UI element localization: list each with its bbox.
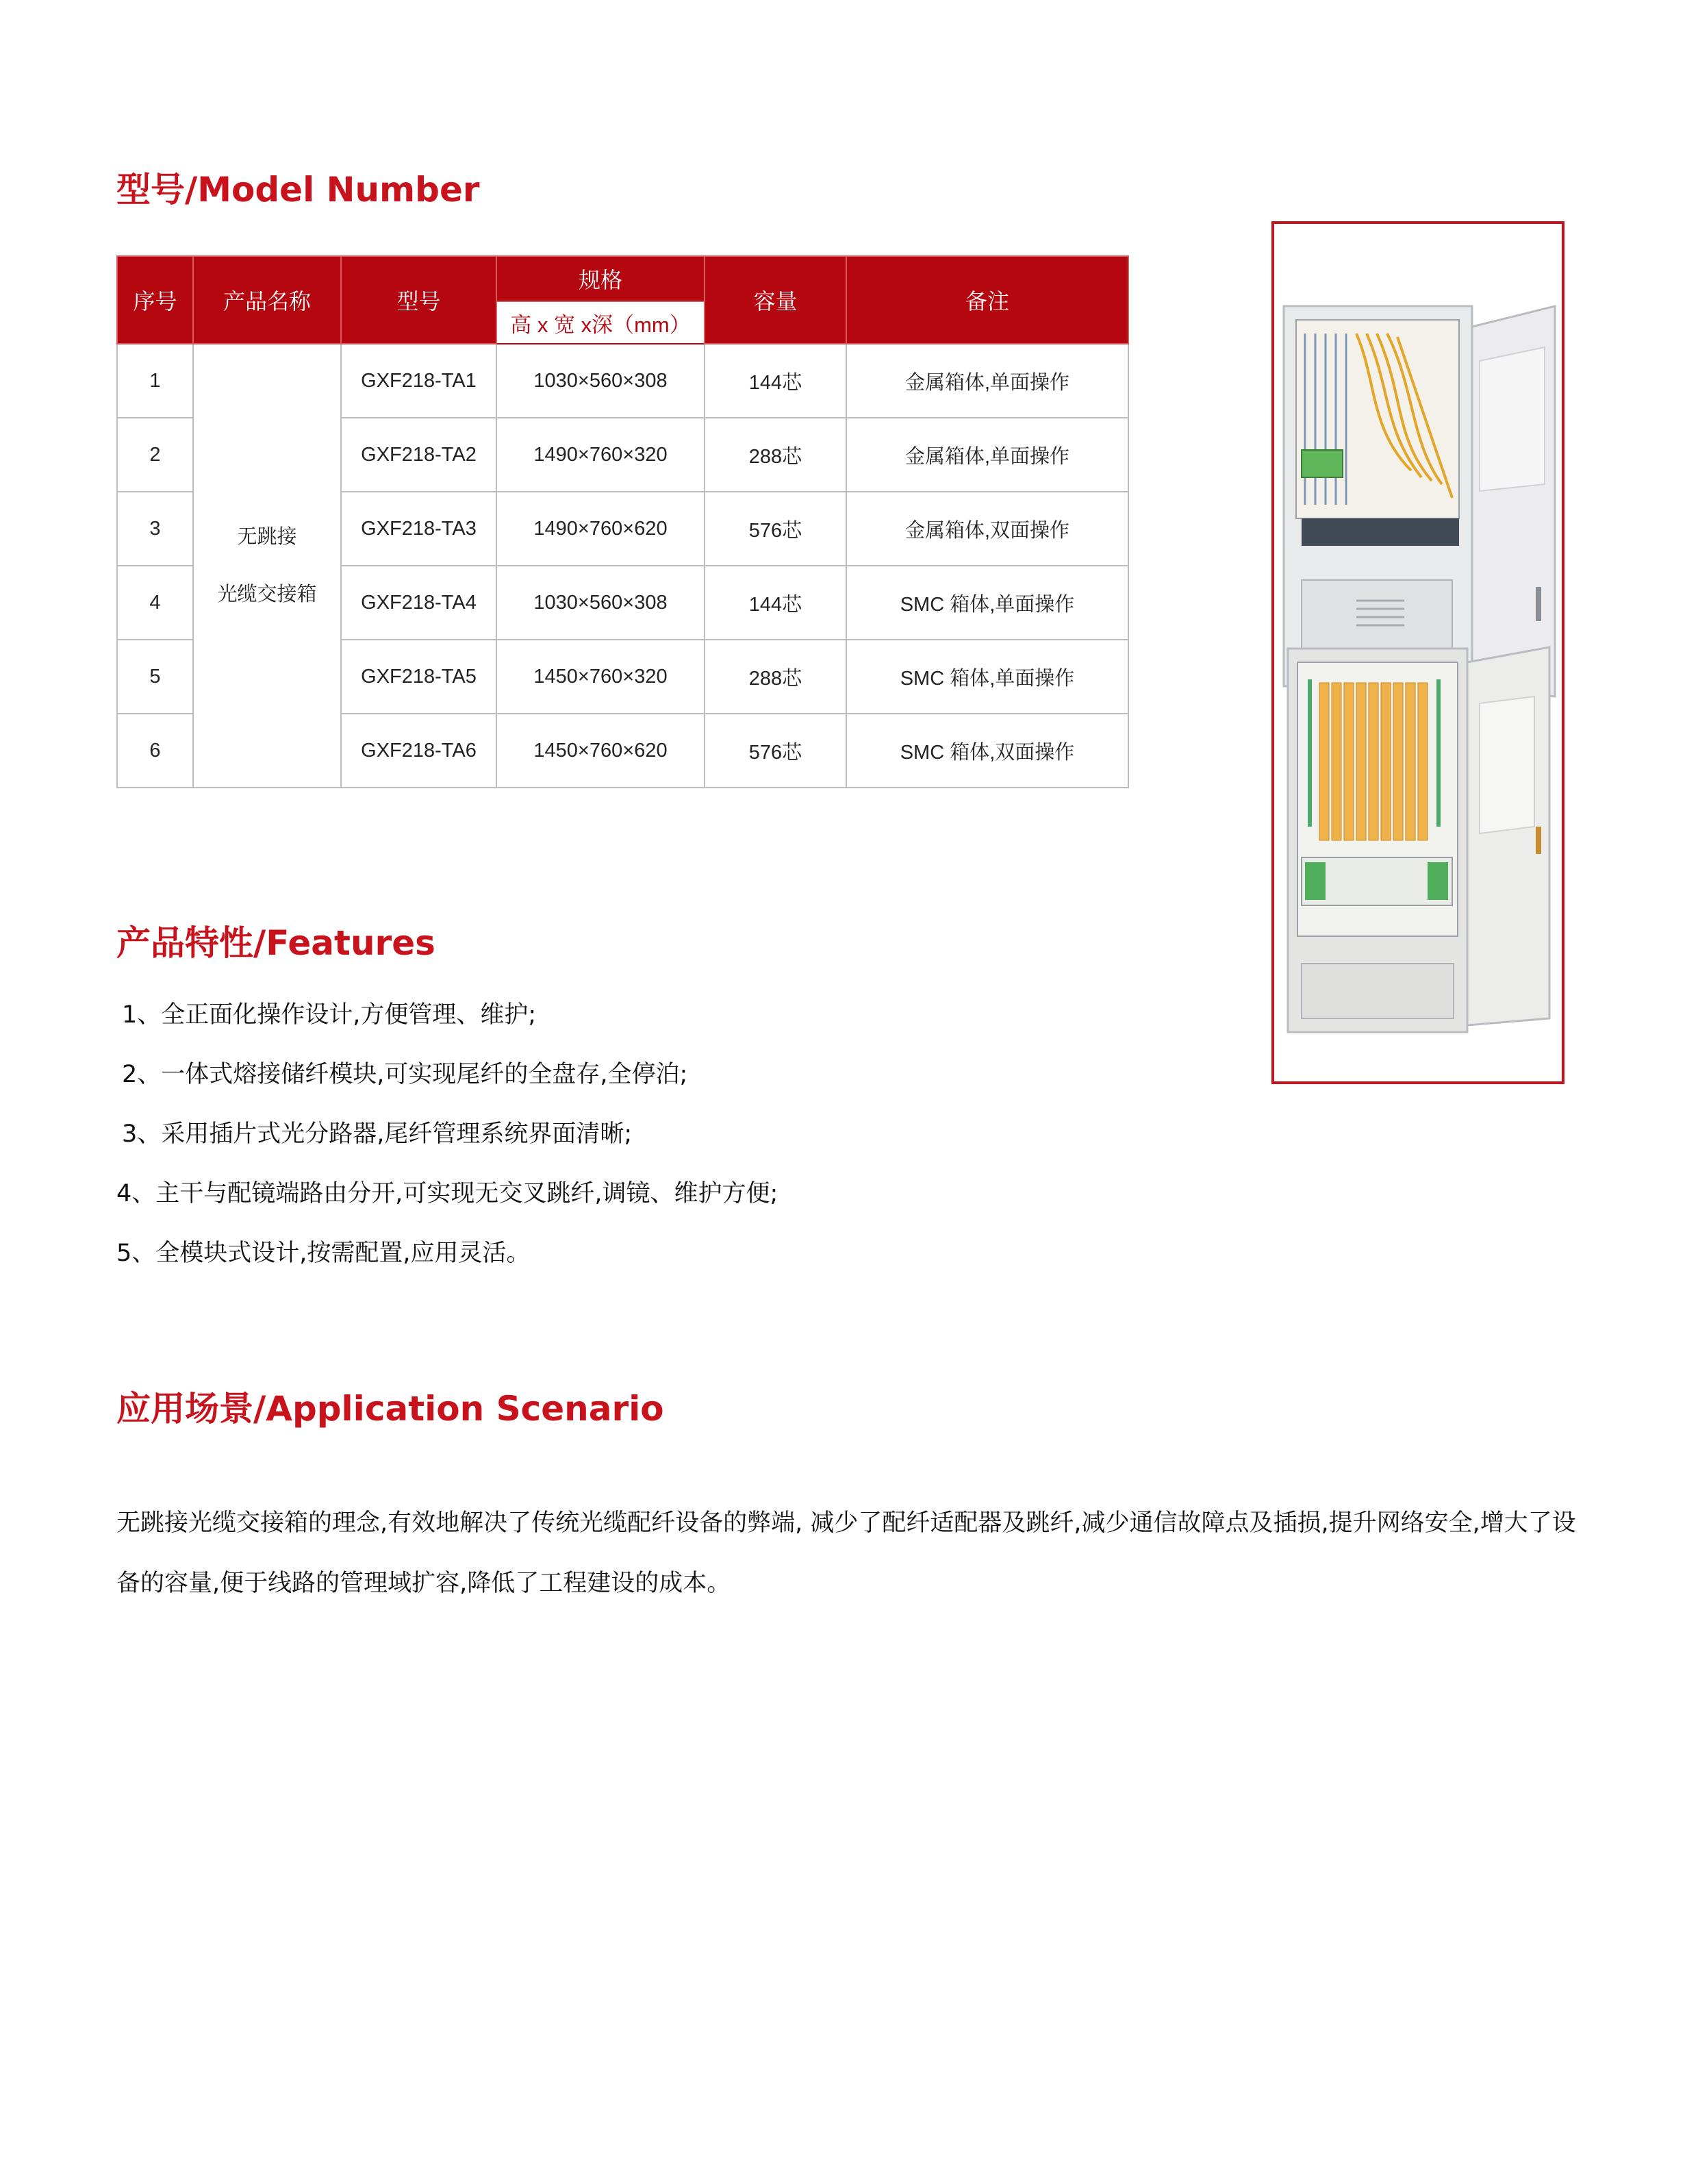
product-name-line1: 无跳接 — [237, 526, 297, 548]
row-remark: SMC 箱体,双面操作 — [846, 714, 1128, 788]
features-heading: 产品特性/Features — [116, 923, 435, 963]
row-remark: SMC 箱体,单面操作 — [846, 640, 1128, 714]
row-model: GXF218-TA6 — [341, 714, 496, 788]
row-spec: 1450×760×620 — [496, 714, 705, 788]
row-index: 5 — [117, 640, 193, 714]
header-name: 产品名称 — [193, 256, 341, 344]
header-spec: 规格 — [496, 256, 705, 301]
application-heading: 应用场景/Application Scenario — [116, 1389, 664, 1429]
features-list — [116, 1000, 778, 1298]
list-item: 5、全模块式设计,按需配置,应用灵活。 — [116, 1240, 531, 1267]
product-name-cell — [193, 344, 341, 788]
row-remark: 金属箱体,单面操作 — [846, 344, 1128, 418]
row-capacity: 288芯 — [705, 418, 846, 492]
row-remark: 金属箱体,单面操作 — [846, 418, 1128, 492]
row-capacity: 576芯 — [705, 714, 846, 788]
row-remark: SMC 箱体,单面操作 — [846, 566, 1128, 640]
row-remark: 金属箱体,双面操作 — [846, 492, 1128, 566]
model-number-heading: 型号/Model Number — [116, 170, 480, 210]
row-index: 1 — [117, 344, 193, 418]
header-remark: 备注 — [846, 256, 1128, 344]
row-model: GXF218-TA4 — [341, 566, 496, 640]
row-model: GXF218-TA3 — [341, 492, 496, 566]
row-capacity: 144芯 — [705, 566, 846, 640]
list-item: 3、采用插片式光分路器,尾纤管理系统界面清晰; — [122, 1120, 633, 1148]
row-index: 4 — [117, 566, 193, 640]
smc-cabinet-image — [1288, 647, 1549, 1032]
metal-cabinet-image — [1284, 306, 1555, 696]
list-item: 4、主干与配镜端路由分开,可实现无交叉跳纤,调镜、维护方便; — [116, 1180, 778, 1207]
row-model: GXF218-TA5 — [341, 640, 496, 714]
model-table — [116, 255, 1129, 788]
row-spec: 1030×560×308 — [496, 344, 705, 418]
row-spec: 1030×560×308 — [496, 566, 705, 640]
header-model: 型号 — [341, 256, 496, 344]
application-paragraph: 无跳接光缆交接箱的理念,有效地解决了传统光缆配纤设备的弊端, 减少了配纤适配器及跳纤,减少通信故障点及插损,提升网络安全,增大了设备的容量,便于线路的管理域扩容,降低了工程建设的成本。 — [116, 1509, 1576, 1597]
list-item: 2、一体式熔接储纤模块,可实现尾纤的全盘存,全停泊; — [122, 1061, 688, 1088]
list-item: 1、全正面化操作设计,方便管理、维护; — [122, 1001, 537, 1029]
row-spec: 1450×760×320 — [496, 640, 705, 714]
header-capacity: 容量 — [705, 256, 846, 344]
header-spec-dimensions: 高 x 宽 x深（mm） — [496, 301, 705, 344]
row-spec: 1490×760×320 — [496, 418, 705, 492]
row-capacity: 288芯 — [705, 640, 846, 714]
product-photo-frame — [1271, 221, 1564, 1084]
cabinet-illustration — [1274, 224, 1562, 1081]
row-index: 3 — [117, 492, 193, 566]
row-model: GXF218-TA2 — [341, 418, 496, 492]
row-index: 2 — [117, 418, 193, 492]
product-name-line2: 光缆交接箱 — [217, 583, 317, 605]
row-index: 6 — [117, 714, 193, 788]
table-row — [117, 344, 1128, 418]
row-capacity: 144芯 — [705, 344, 846, 418]
row-capacity: 576芯 — [705, 492, 846, 566]
row-spec: 1490×760×620 — [496, 492, 705, 566]
row-model: GXF218-TA1 — [341, 344, 496, 418]
header-index: 序号 — [117, 256, 193, 344]
